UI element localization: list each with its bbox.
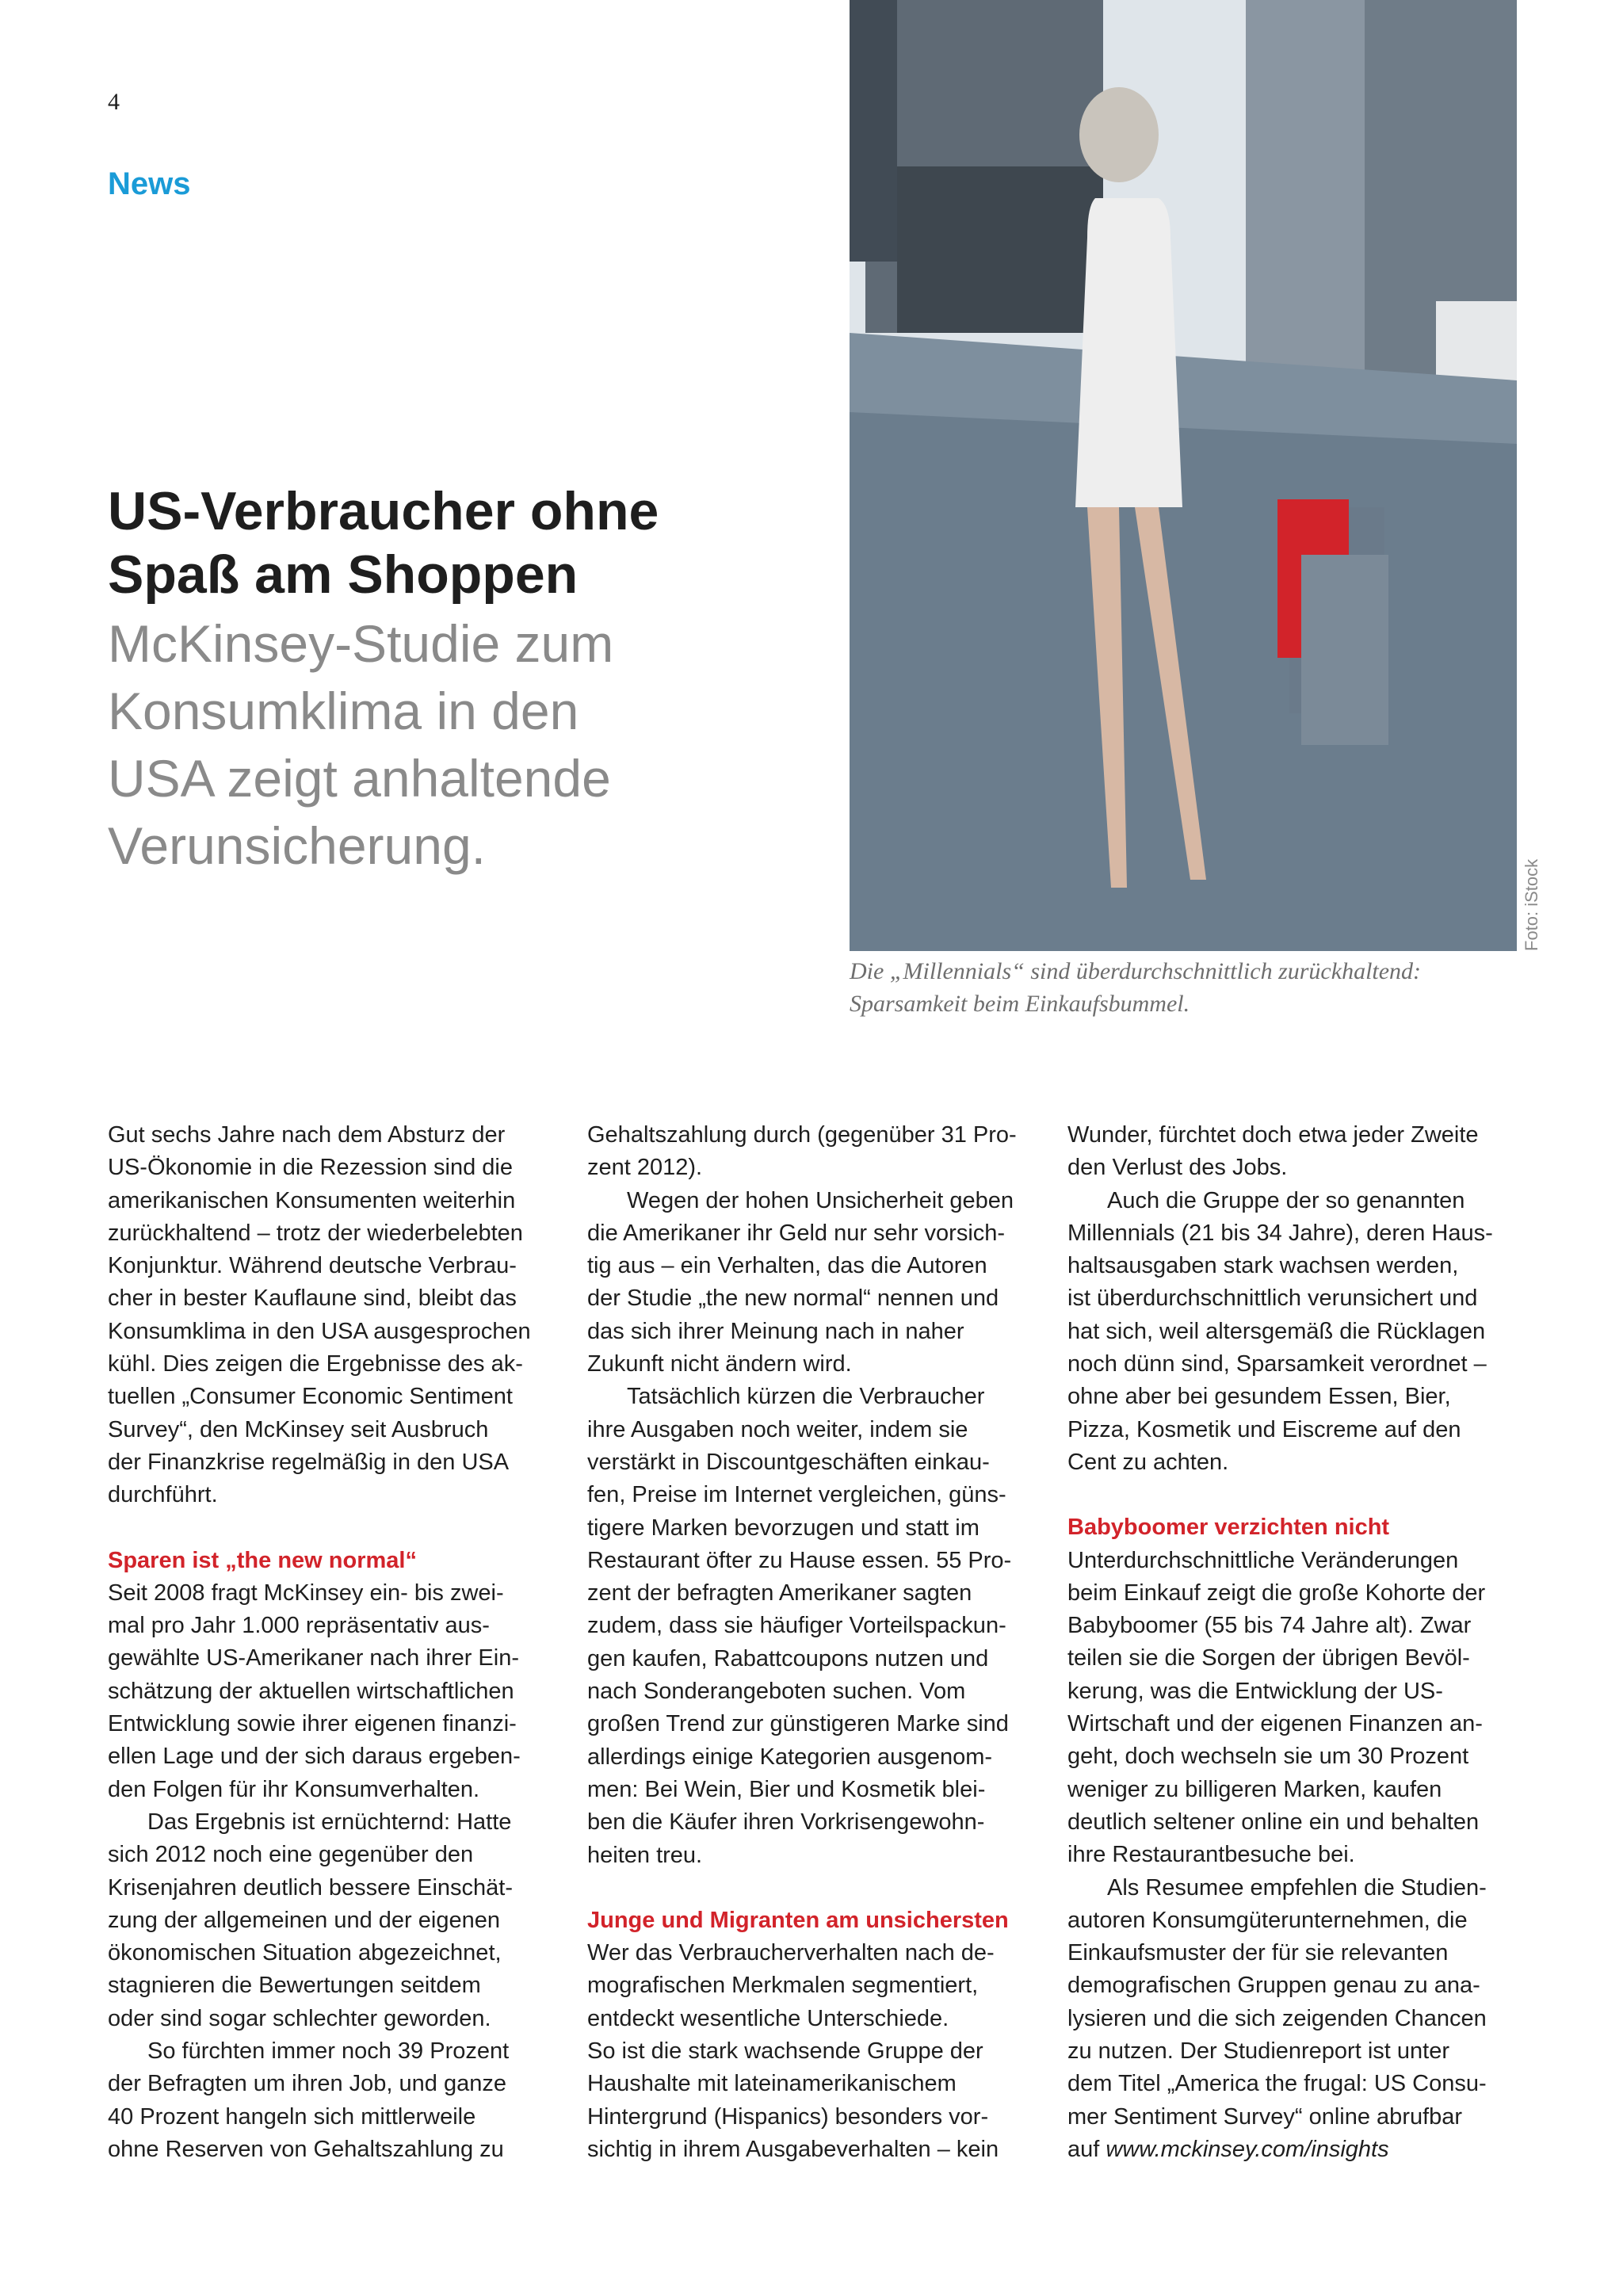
paragraph: Tatsächlich kürzen die Verbraucher ihre Ausgaben noch weiter, indem sie verstärkt in Discountgeschäften einkau- fen, Preise im Internet vergleichen, güns- tigere Marken bevorzugen und statt im Restaurant öfter zu Hause essen. 55 Pro- zent der befragten Amerikaner sagten zudem, dass sie häufiger Vorteilspackun- gen kaufen, Rabattcoupons nutzen und nach Sonderangeboten suchen. Vom großen Trend zur günstigeren Marke sind allerdings einige Kategorien ausgenom- men: Bei Wein, Bier und Kosmetik blei- ben die Käufer ihren Vorkrisengewohn- heiten treu. — [587, 1384, 1012, 1868]
subheadline — [108, 610, 758, 880]
subheadline-line: Verunsicherung. — [108, 816, 486, 875]
article-column-1 — [108, 1119, 567, 2166]
photo-credit: Foto: iStock — [1522, 858, 1541, 951]
photo-caption — [850, 955, 1531, 1020]
caption-line-1: Die „Millennials“ sind überdurchschnittlich zurückhaltend: — [850, 958, 1422, 984]
paragraph: Gut sechs Jahre nach dem Absturz der US-Ökonomie in die Rezession sind die amerikanischen Konsumenten weiterhin zurückhaltend – trotz der wiederbelebten Konjunktur. Während deutsche Verbrau- cher in bester Kauflaune sind, bleibt das Konsumklima in den USA ausgesprochen kühl. Dies zeigen die Ergebnisse des ak- tuellen „Consumer Economic Sentiment Survey“, den McKinsey seit Ausbruch der Finanzkrise regelmäßig in den USA durchführt. — [108, 1122, 531, 1508]
page-number: 4 — [108, 89, 120, 115]
paragraph: Seit 2008 fragt McKinsey ein- bis zwei- mal pro Jahr 1.000 repräsentativ aus- gewählte US-Amerikaner nach ihrer Ein- schätzung der aktuellen wirtschaftlichen Entwicklung sowie ihrer eigenen finanzi- ellen Lage und der sich daraus ergeben- den Folgen für ihr Konsumverhalten. — [108, 1580, 521, 1802]
paragraph: So fürchten immer noch 39 Prozent der Befragten um ihren Job, und ganze 40 Prozent hangeln sich mittlerweile ohne Reserven von Gehaltszahlung zu — [108, 2038, 510, 2162]
subheadline-line: McKinsey-Studie zum — [108, 614, 614, 673]
paragraph: Wegen der hohen Unsicherheit geben die Amerikaner ihr Geld nur sehr vorsich- tig aus – ein Verhalten, das die Autoren der Studie „the new normal“ nennen und das sich ihrer Meinung nach in naher Zukunft nicht ändern wird. — [587, 1187, 1014, 1377]
headline-line-1: US-Verbraucher ohne — [108, 481, 659, 541]
subheadline-line: Konsumklima in den — [108, 682, 579, 740]
subheading-babyboomer: Babyboomer verzichten nicht — [1067, 1515, 1390, 1541]
subheadline-line: USA zeigt anhaltende — [108, 749, 611, 808]
subheading-sparen: Sparen ist „the new normal“ — [108, 1547, 417, 1573]
mckinsey-insights-link[interactable]: www.mckinsey.com/insights — [1106, 2136, 1389, 2162]
paragraph: Das Ergebnis ist ernüchternd: Hatte sich 2012 noch eine gegenüber den Krisenjahren deutlich bessere Einschät- zung der allgemeinen und der eigenen ökonomischen Situation abgezeichnet, stagnieren die Bewertungen seitdem oder sind sogar schlechter geworden. — [108, 1809, 513, 2031]
headline — [108, 479, 789, 606]
paragraph: Wunder, fürchtet doch etwa jeder Zweite den Verlust des Jobs. — [1067, 1122, 1479, 1181]
article-column-2 — [587, 1119, 1047, 2166]
paragraph: Unterdurchschnittliche Veränderungen beim Einkauf zeigt die große Kohorte der Babyboomer (55 bis 74 Jahre alt). Zwar teilen sie die Sorgen der übrigen Bevöl- kerung, was die Entwicklung der US- Wirtschaft und der eigenen Finanzen an- geht, doch wechseln sie um 30 Prozent weniger zu billigeren Marken, kaufen deutlich seltener online ein und behalten ihre Restaurantbesuche bei. — [1067, 1547, 1486, 1868]
paragraph: Auch die Gruppe der so genannten Millennials (21 bis 34 Jahre), deren Haus- haltsausgaben stark wachsen werden, ist überdurchschnittlich verunsichert und hat sich, weil altersgemäß die Rücklagen noch dünn sind, Sparsamkeit verordnet – ohne aber bei gesundem Essen, Bier, Pizza, Kosmetik und Eiscreme auf den Cent zu achten. — [1067, 1187, 1493, 1475]
paragraph: Gehaltszahlung durch (gegenüber 31 Pro- zent 2012). — [587, 1122, 1017, 1181]
subheading-junge: Junge und Migranten am unsichersten — [587, 1907, 1009, 1933]
article-column-3 — [1067, 1119, 1527, 2166]
paragraph: Als Resumee empfehlen die Studien- autoren Konsumgüterunternehmen, die Einkaufsmuster der für sie relevanten demografischen Gruppen genau zu ana- lysieren und die sich zeigenden Chancen zu nutzen. Der Studienreport ist unter dem Titel „America the frugal: US Consu- mer Sentiment Survey“ online abrufbar auf www.mckinsey.com/insights — [1067, 1874, 1487, 2162]
caption-line-2: Sparsamkeit beim Einkaufsbummel. — [850, 991, 1190, 1017]
section-label: News — [108, 166, 191, 201]
photo-illustration — [850, 0, 1517, 951]
shopping-woman-photo — [850, 0, 1517, 951]
paragraph: Wer das Verbraucherverhalten nach de- mografischen Merkmalen segmentiert, entdeckt wesentliche Unterschiede. So ist die stark wachsende Gruppe der Haushalte mit lateinamerikanischem Hintergrund (Hispanics) besonders vor- sichtig in ihrem Ausgabeverhalten – kein — [587, 1940, 999, 2162]
headline-line-2: Spaß am Shoppen — [108, 544, 579, 605]
